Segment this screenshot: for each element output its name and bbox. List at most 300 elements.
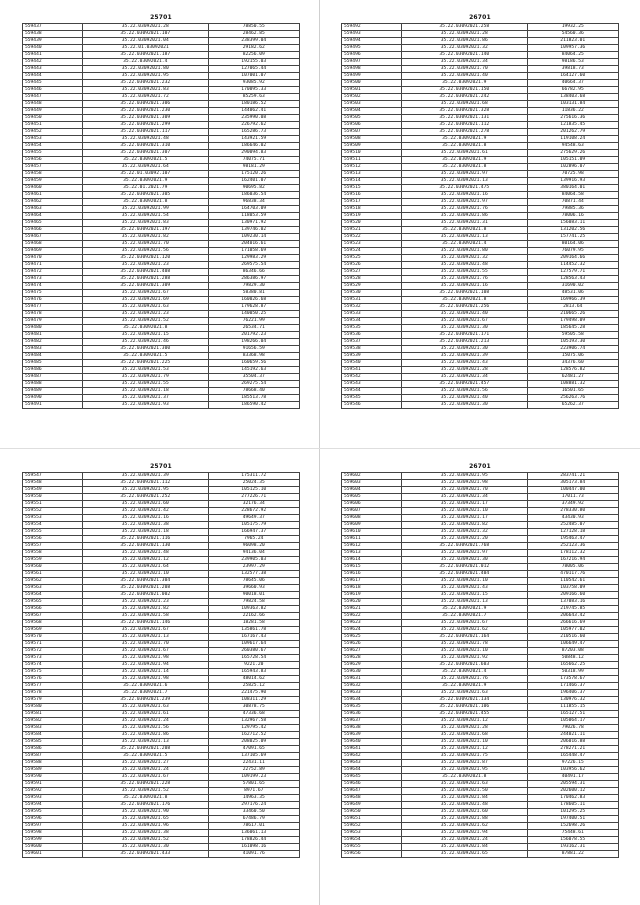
table-row (23, 732, 300, 739)
record-amount: 205594.31 (527, 781, 618, 788)
record-amount: 47091.65 (208, 746, 299, 753)
record-amount: 269275.54 (208, 381, 299, 388)
record-id: 559452 (23, 129, 83, 136)
record-amount: 28462.85 (208, 31, 299, 38)
table-row (342, 571, 619, 578)
record-amount: 79829.30 (208, 283, 299, 290)
record-id: 559637 (342, 718, 402, 725)
record-id: 559520 (342, 220, 402, 227)
table-row (23, 311, 300, 318)
record-id: 559624 (342, 627, 402, 634)
table-row (23, 318, 300, 325)
record-code: 35.22.03092021.78 (401, 641, 527, 648)
record-amount: 260380.67 (208, 648, 299, 655)
record-id: 559494 (342, 38, 402, 45)
record-code: 35.22.03092021.8 (401, 227, 527, 234)
table-row (342, 543, 619, 550)
record-code: 35.22.03092021.164 (401, 634, 527, 641)
record-id: 559528 (342, 276, 402, 283)
record-code: 35.22.03092021.86 (82, 732, 208, 739)
record-code: 35.22.03092021.5 (82, 157, 208, 164)
record-code: 35.22.03092021.150 (401, 87, 527, 94)
record-code: 35.22.03092021.13 (82, 739, 208, 746)
record-amount: 137105.69 (208, 753, 299, 760)
table-row (23, 669, 300, 676)
record-code: 35.22.03092021.23 (82, 262, 208, 269)
record-amount: 127579.71 (527, 269, 618, 276)
table-row (23, 550, 300, 557)
table-row (342, 24, 619, 31)
record-amount: 185513.78 (208, 395, 299, 402)
record-code: 35.22.03092021.4 (401, 241, 527, 248)
record-amount: 297176.24 (208, 802, 299, 809)
record-id: 559625 (342, 634, 402, 641)
record-id: 559645 (342, 774, 402, 781)
record-amount: 165728.54 (208, 655, 299, 662)
record-code: 35.22.03092021.48 (82, 136, 208, 143)
record-amount: 244021.11 (527, 732, 618, 739)
table-row (23, 662, 300, 669)
record-code: 35.22.03092021.117 (82, 129, 208, 136)
table-row (23, 353, 300, 360)
record-id: 559444 (23, 73, 83, 80)
record-code: 35.22.03092021.95 (401, 767, 527, 774)
record-id: 559629 (342, 662, 402, 669)
record-id: 559469 (23, 248, 83, 255)
record-code: 35.22.03092021.8 (401, 164, 527, 171)
record-id: 559502 (342, 94, 402, 101)
record-id: 559584 (23, 732, 83, 739)
record-code: 35.22.03092021.140 (401, 52, 527, 59)
record-amount: 109363.82 (208, 606, 299, 613)
record-code: 35.22.03092021.13 (401, 599, 527, 606)
record-code: 35.22.03092021.108 (401, 290, 527, 297)
record-code: 35.22.03092021.88 (401, 816, 527, 823)
record-amount: 238399.04 (208, 38, 299, 45)
record-code: 35.22.03092021.309 (82, 283, 208, 290)
table-row (23, 571, 300, 578)
record-id: 559609 (342, 522, 402, 529)
record-amount: 66782.95 (527, 87, 618, 94)
table-row (342, 648, 619, 655)
record-id: 559590 (23, 774, 83, 781)
record-code: 35.22.03092021.62 (401, 627, 527, 634)
record-amount: 105193.30 (527, 339, 618, 346)
record-id: 559583 (23, 725, 83, 732)
table-row (342, 241, 619, 248)
record-id: 559553 (23, 515, 83, 522)
record-id: 559538 (342, 346, 402, 353)
record-id: 559643 (342, 760, 402, 767)
table-row (23, 262, 300, 269)
record-amount: 101295.25 (527, 809, 618, 816)
record-id: 559448 (23, 101, 83, 108)
record-code: 35.22.03092021.305 (82, 192, 208, 199)
table-row (342, 31, 619, 38)
table-row (342, 171, 619, 178)
record-id: 559443 (23, 66, 83, 73)
record-code: 35.22.03092021.30 (82, 844, 208, 851)
record-code: 35.22.03092021.52 (82, 788, 208, 795)
table-row (23, 206, 300, 213)
ledger-table (341, 472, 619, 858)
table-row (23, 304, 300, 311)
record-id: 559628 (342, 655, 402, 662)
record-code: 35.22.03092021.13 (401, 234, 527, 241)
record-amount: 62481.27 (527, 374, 618, 381)
record-code: 35.22.03092021.34 (401, 494, 527, 501)
record-amount: 175311.72 (208, 473, 299, 480)
record-id: 559638 (342, 725, 402, 732)
table-row (342, 781, 619, 788)
table-row (23, 515, 300, 522)
record-id: 559631 (342, 676, 402, 683)
record-amount: 209164.66 (527, 255, 618, 262)
record-id: 559529 (342, 283, 402, 290)
table-row (342, 374, 619, 381)
record-code: 35.22.03092021.68 (401, 732, 527, 739)
record-amount: 94548.63 (527, 143, 618, 150)
record-amount: 130976.32 (527, 697, 618, 704)
record-id: 559533 (342, 311, 402, 318)
record-id: 559614 (342, 557, 402, 564)
record-amount: 139916.93 (527, 178, 618, 185)
record-amount: 80164.06 (527, 241, 618, 248)
record-code: 35.22.03092021.18 (82, 529, 208, 536)
record-code: 35.22.03092021.32 (401, 45, 527, 52)
table-row (23, 830, 300, 837)
record-code: 35.22.03092021.5 (82, 753, 208, 760)
table-row (23, 325, 300, 332)
record-amount: 226792.62 (208, 122, 299, 129)
record-id: 559574 (23, 662, 83, 669)
record-code: 35.22.03092021.67 (82, 627, 208, 634)
table-row (23, 38, 300, 45)
record-id: 559499 (342, 73, 402, 80)
record-code: 35.22.03092021.9 (82, 178, 208, 185)
record-id: 559617 (342, 578, 402, 585)
table-row (342, 395, 619, 402)
record-amount: 256263.76 (527, 395, 618, 402)
record-amount: 109617.64 (208, 641, 299, 648)
record-amount: 75448.61 (527, 830, 618, 837)
record-code: 35.22.03092021.67 (82, 774, 208, 781)
record-amount: 210665.26 (527, 311, 618, 318)
table-row (342, 199, 619, 206)
record-amount: 59505.58 (527, 332, 618, 339)
record-id: 559558 (23, 550, 83, 557)
record-id: 559620 (342, 599, 402, 606)
table-row (342, 578, 619, 585)
band-divider (0, 448, 640, 449)
record-code: 35.22.03092021.97 (401, 550, 527, 557)
record-id: 559536 (342, 332, 402, 339)
record-code: 35.22.03092021.130 (82, 543, 208, 550)
table-row (23, 620, 300, 627)
record-id: 559572 (23, 648, 83, 655)
record-amount: 221475.90 (208, 690, 299, 697)
record-amount: 196406.37 (527, 690, 618, 697)
record-amount: 178605.11 (527, 802, 618, 809)
record-id: 559619 (342, 592, 402, 599)
table-row (342, 753, 619, 760)
table-row (342, 844, 619, 851)
record-id: 559512 (342, 164, 402, 171)
table-row (23, 851, 300, 858)
table-row (342, 669, 619, 676)
table-row (23, 844, 300, 851)
record-id: 559539 (342, 353, 402, 360)
ledger-table (341, 23, 619, 409)
record-id: 559453 (23, 136, 83, 143)
table-row (342, 823, 619, 830)
record-code: 35.22.03092021.43 (401, 585, 527, 592)
record-id: 559568 (23, 620, 83, 627)
record-code: 35.22.03092021.27 (82, 760, 208, 767)
record-amount: 109230.14 (208, 234, 299, 241)
record-id: 559610 (342, 529, 402, 536)
record-id: 559608 (342, 515, 402, 522)
record-id: 559451 (23, 122, 83, 129)
record-code: 35.22.03092021.63 (82, 704, 208, 711)
record-id: 559604 (342, 487, 402, 494)
record-code: 35.22.03092021.54 (82, 213, 208, 220)
table-row (342, 655, 619, 662)
table-row (23, 52, 300, 59)
record-amount: 23997.29 (208, 564, 299, 571)
table-row (342, 760, 619, 767)
record-amount: 79026.78 (527, 725, 618, 732)
record-id: 559531 (342, 297, 402, 304)
record-amount: 7965.24 (208, 536, 299, 543)
record-code: 35.22.03092021.99 (82, 206, 208, 213)
table-row (342, 725, 619, 732)
record-id: 559618 (342, 585, 402, 592)
record-id: 559565 (23, 599, 83, 606)
record-code: 35.22.03092021.457 (401, 381, 527, 388)
record-id: 559479 (23, 318, 83, 325)
record-id: 559438 (23, 31, 83, 38)
record-id: 559642 (342, 753, 402, 760)
table-row (342, 599, 619, 606)
table-row (23, 704, 300, 711)
record-code: 35.22.03092021.15 (82, 332, 208, 339)
record-code: 35.22.03092021.34 (401, 59, 527, 66)
table-row (23, 129, 300, 136)
record-code: 35.22.03092021.8 (401, 297, 527, 304)
record-code: 35.22.03092021.50 (401, 788, 527, 795)
record-id: 559500 (342, 80, 402, 87)
table-row (23, 774, 300, 781)
table-row (23, 24, 300, 31)
ledger-table (22, 23, 300, 409)
record-code: 35.22.03092021.70 (401, 66, 527, 73)
table-row (342, 802, 619, 809)
table-row (23, 606, 300, 613)
table-row (23, 360, 300, 367)
record-id: 559602 (342, 473, 402, 480)
table-row (23, 837, 300, 844)
table-row (23, 276, 300, 283)
record-id: 559596 (23, 816, 83, 823)
record-code: 35.22.03092021.97 (401, 171, 527, 178)
record-amount: 22162.66 (208, 613, 299, 620)
record-id: 559454 (23, 143, 83, 150)
record-amount: 103956.62 (527, 767, 618, 774)
record-code: 35.22.03092021.9 (401, 683, 527, 690)
record-amount: 131202.56 (527, 227, 618, 234)
record-amount: 178112.32 (527, 550, 618, 557)
record-code: 35.22.03092021.23 (82, 311, 208, 318)
record-amount: 100447.00 (527, 487, 618, 494)
record-code: 35.22.03092021.39 (401, 353, 527, 360)
record-code: 35.22.03092021.242 (401, 94, 527, 101)
table-row (23, 227, 300, 234)
table-row (23, 178, 300, 185)
record-amount: 197400.51 (527, 816, 618, 823)
record-amount: 30878.75 (208, 704, 299, 711)
record-amount: 135861.78 (208, 627, 299, 634)
record-code: 35.22.03092021.475 (401, 185, 527, 192)
table-row (23, 388, 300, 395)
table-row (23, 501, 300, 508)
table-row (342, 52, 619, 59)
record-code: 35.22.03092021.24 (82, 767, 208, 774)
record-code: 35.22.03092021.171 (401, 332, 527, 339)
record-code: 35.22.03092021.67 (401, 318, 527, 325)
table-row (23, 220, 300, 227)
table-row (23, 697, 300, 704)
record-id: 559593 (23, 795, 83, 802)
record-id: 559543 (342, 381, 402, 388)
record-amount: 252123.36 (527, 543, 618, 550)
record-code: 35.22.03092021.197 (82, 227, 208, 234)
record-code: 35.22.03092021.82 (82, 606, 208, 613)
table-row (23, 164, 300, 171)
table-row (23, 578, 300, 585)
record-id: 559470 (23, 255, 83, 262)
table-row (342, 101, 619, 108)
record-id: 559478 (23, 311, 83, 318)
table-row (23, 255, 300, 262)
record-amount: 33460.50 (208, 809, 299, 816)
record-id: 559447 (23, 94, 83, 101)
record-amount: 162401.07 (208, 178, 299, 185)
record-amount: 98181.29 (208, 164, 299, 171)
record-code: 35.22.03092021.94 (401, 830, 527, 837)
record-id: 559468 (23, 241, 83, 248)
record-code: 35.22.03092021.61 (82, 711, 208, 718)
record-code: 35.22.01.03092.107 (82, 171, 208, 178)
record-amount: 235990.08 (208, 115, 299, 122)
record-id: 559592 (23, 788, 83, 795)
table-row (342, 508, 619, 515)
table-row (23, 816, 300, 823)
record-amount: 137083.16 (527, 599, 618, 606)
table-row (342, 346, 619, 353)
table-row (342, 87, 619, 94)
record-amount: 171466.37 (527, 683, 618, 690)
record-code: 35.22.03092021.28 (82, 24, 208, 31)
record-id: 559567 (23, 613, 83, 620)
record-code: 35.22.03092021.002 (82, 592, 208, 599)
record-amount: 50318.99 (527, 669, 618, 676)
table-row (342, 830, 619, 837)
record-amount: 17011.73 (527, 494, 618, 501)
record-amount: 198266.04 (208, 339, 299, 346)
record-amount: 79824.58 (208, 599, 299, 606)
record-amount: 160026.68 (208, 297, 299, 304)
table-row (23, 241, 300, 248)
table-row (342, 683, 619, 690)
record-id: 559510 (342, 150, 402, 157)
record-amount: 201792.23 (208, 332, 299, 339)
record-id: 559603 (342, 480, 402, 487)
table-row (23, 143, 300, 150)
record-amount: 50848.12 (527, 655, 618, 662)
record-code: 35.22.03092021.48 (82, 550, 208, 557)
record-amount: 65262.37 (527, 402, 618, 409)
record-amount: 119108.24 (527, 136, 618, 143)
table-row (342, 38, 619, 45)
record-id: 559522 (342, 234, 402, 241)
record-id: 559504 (342, 108, 402, 115)
record-amount: 48531.06 (527, 290, 618, 297)
record-code: 35.22.03092021.64 (82, 164, 208, 171)
record-code: 35.22.03092021.232 (82, 80, 208, 87)
record-amount: 11836.22 (527, 108, 618, 115)
record-code: 35.22.03092021.6 (82, 683, 208, 690)
record-amount: 166947.37 (208, 529, 299, 536)
record-amount: 132577.38 (208, 571, 299, 578)
record-id: 559633 (342, 690, 402, 697)
record-amount: 143921.59 (208, 136, 299, 143)
record-code: 35.22.03092021.28 (401, 367, 527, 374)
record-code: 35.22.03092021.70 (401, 487, 527, 494)
record-amount: 470117.76 (527, 571, 618, 578)
record-code: 35.22.03092021.60 (82, 501, 208, 508)
table-row (23, 522, 300, 529)
record-amount: 278271.21 (527, 746, 618, 753)
record-amount: 22431.11 (208, 760, 299, 767)
table-row (342, 837, 619, 844)
record-amount: 129795.42 (208, 725, 299, 732)
table-row (342, 227, 619, 234)
record-code: 35.22.03092021.12 (401, 746, 527, 753)
record-id: 559509 (342, 143, 402, 150)
record-id: 559458 (23, 171, 83, 178)
record-amount: 90695.82 (208, 185, 299, 192)
record-code: 35.22.03092021.56 (401, 388, 527, 395)
record-code: 35.22.03092021.112 (401, 122, 527, 129)
record-id: 559591 (23, 781, 83, 788)
record-amount: 162712.52 (208, 732, 299, 739)
record-id: 559566 (23, 606, 83, 613)
record-amount: 102896.07 (527, 164, 618, 171)
table-row (342, 851, 619, 858)
record-amount: 129983.29 (208, 255, 299, 262)
record-id: 559534 (342, 318, 402, 325)
record-code: 35.22.03092021.300 (82, 346, 208, 353)
page-number: 26701 (469, 463, 491, 470)
record-id: 559524 (342, 248, 402, 255)
record-amount: 136061.13 (208, 830, 299, 837)
record-id: 559523 (342, 241, 402, 248)
record-code: 35.22.03092021.55 (82, 381, 208, 388)
table-row (23, 346, 300, 353)
record-code: 35.22.03092021.9 (401, 80, 527, 87)
table-row (342, 248, 619, 255)
